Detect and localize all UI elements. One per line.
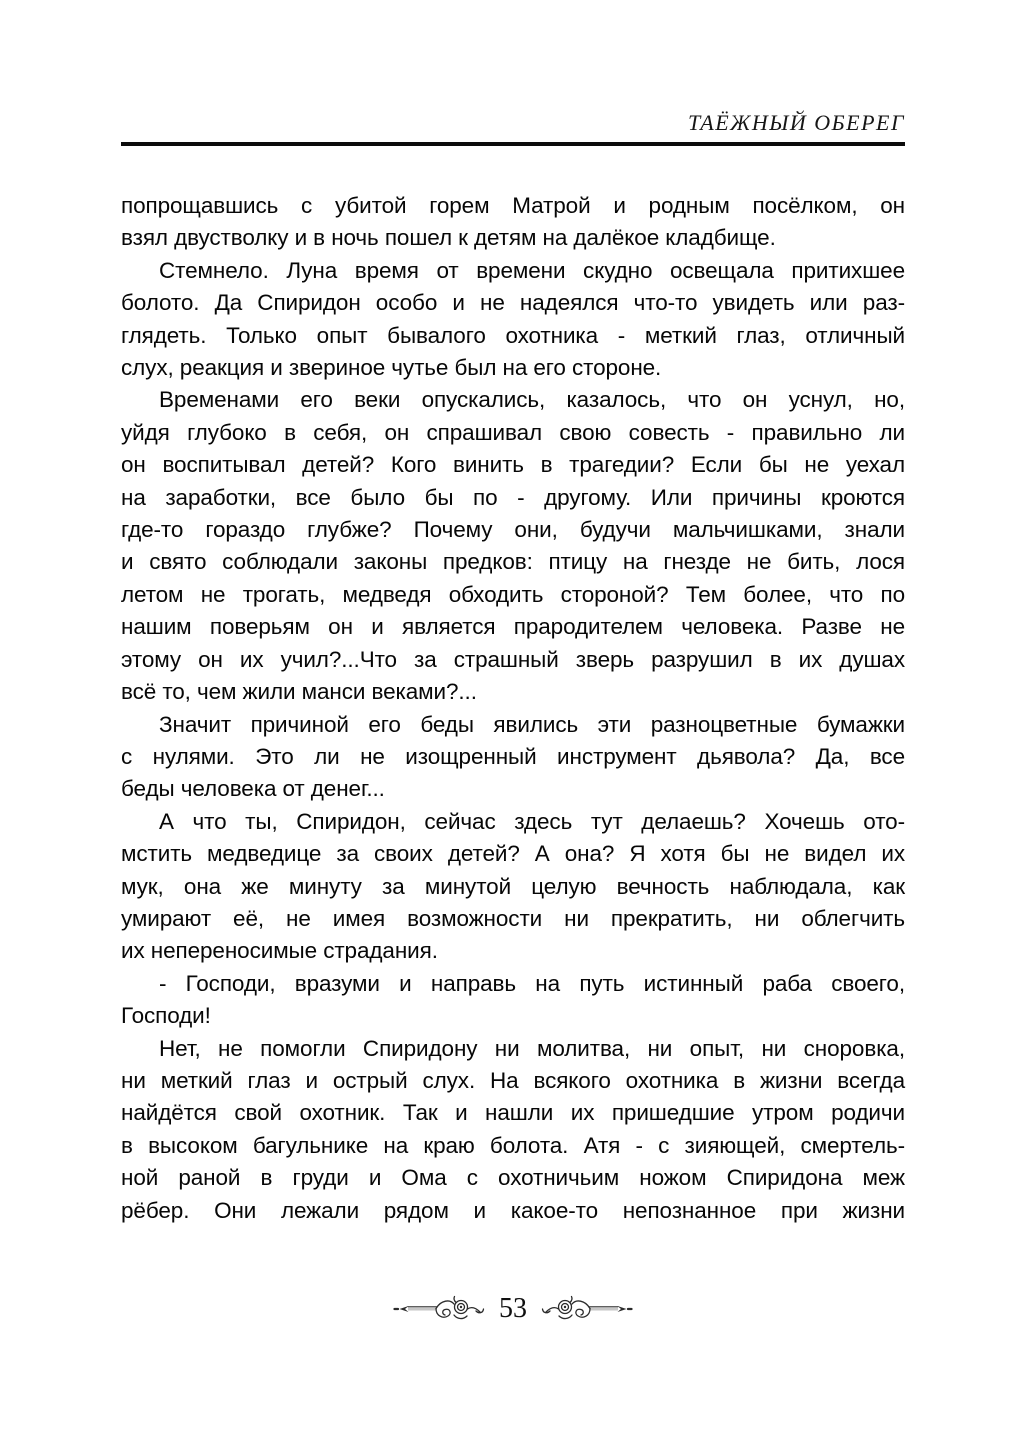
- text-line: уйдя глубоко в себя, он спрашивал свою совесть - правильно ли: [121, 419, 905, 445]
- text-line: их непереносимые страдания.: [121, 938, 438, 964]
- text-line: взял двустволку и в ночь пошел к детям на далёкое кладбище.: [121, 225, 776, 251]
- text-line: в высоком багульнике на краю болота. Атя - с зияющей, смертель-: [121, 1132, 905, 1158]
- text-line: на заработки, все было бы по - другому. Или причины кроются: [121, 484, 905, 510]
- text-line: беды человека от денег...: [121, 776, 385, 802]
- text-line: где-то гораздо глубже? Почему они, будучи мальчишками, знали: [121, 517, 905, 543]
- floral-flourish-right-icon: [541, 1293, 633, 1325]
- text-line: мук, она же минуту за минутой целую вечность наблюдала, как: [121, 873, 905, 899]
- running-head-title: ТАЁЖНЫЙ ОБЕРЕГ: [687, 110, 905, 135]
- text-line: ни меткий глаз и острый слух. На всякого охотника в жизни всегда: [121, 1067, 905, 1093]
- text-line: болото. Да Спиридон особо и не надеялся что-то увидеть или раз-: [121, 290, 905, 316]
- text-line: Значит причиной его беды явились эти разноцветные бумажки: [159, 711, 905, 737]
- text-line: летом не трогать, медведя обходить стороной? Тем более, что по: [121, 581, 905, 607]
- text-line: с нулями. Это ли не изощренный инструмент дьявола? Да, все: [121, 743, 905, 769]
- text-line: ной раной в груди и Ома с охотничьим ножом Спиридона меж: [121, 1165, 905, 1191]
- text-line: Стемнело. Луна время от времени скудно освещала притихшее: [159, 257, 905, 283]
- header-rule: [121, 142, 905, 146]
- text-line: Господи!: [121, 1003, 211, 1029]
- text-line: он воспитывал детей? Кого винить в трагедии? Если бы не уехал: [121, 452, 905, 478]
- text-line: Нет, не помогли Спиридону ни молитва, ни опыт, ни сноровка,: [159, 1035, 905, 1061]
- page-number: 53: [499, 1293, 527, 1324]
- text-line: и свято соблюдали законы предков: птицу на гнезде не бить, лося: [121, 549, 905, 575]
- text-line: - Господи, вразуми и направь на путь истинный раба своего,: [159, 970, 905, 996]
- text-line: умирают её, не имея возможности ни прекратить, ни облегчить: [121, 905, 905, 931]
- text-line: мстить медведице за своих детей? А она? Я хотя бы не видел их: [121, 841, 905, 867]
- text-line: рёбер. Они лежали рядом и какое-то непознанное при жизни: [121, 1197, 905, 1223]
- text-line: этому он их учил?...Что за страшный зверь разрушил в их душах: [121, 646, 905, 672]
- text-line: глядеть. Только опыт бывалого охотника - меткий глаз, отличный: [121, 322, 905, 348]
- text-line: Временами его веки опускались, казалось, что он уснул, но,: [159, 387, 905, 413]
- text-line: попрощавшись с убитой горем Матрой и родным посёлком, он: [121, 193, 905, 218]
- text-line: нашим поверьям он и является прародителем человека. Разве не: [121, 614, 905, 640]
- text-line: слух, реакция и звериное чутье был на его стороне.: [121, 355, 662, 381]
- body-text: [121, 190, 905, 1227]
- page-footer: [121, 1293, 905, 1325]
- text-line: А что ты, Спиридон, сейчас здесь тут делаешь? Хочешь ото-: [159, 808, 905, 834]
- floral-flourish-left-icon: [393, 1293, 485, 1325]
- text-line: всё то, чем жили манси веками?...: [121, 679, 477, 705]
- text-line: найдётся свой охотник. Так и нашли их пришедшие утром родичи: [121, 1100, 905, 1126]
